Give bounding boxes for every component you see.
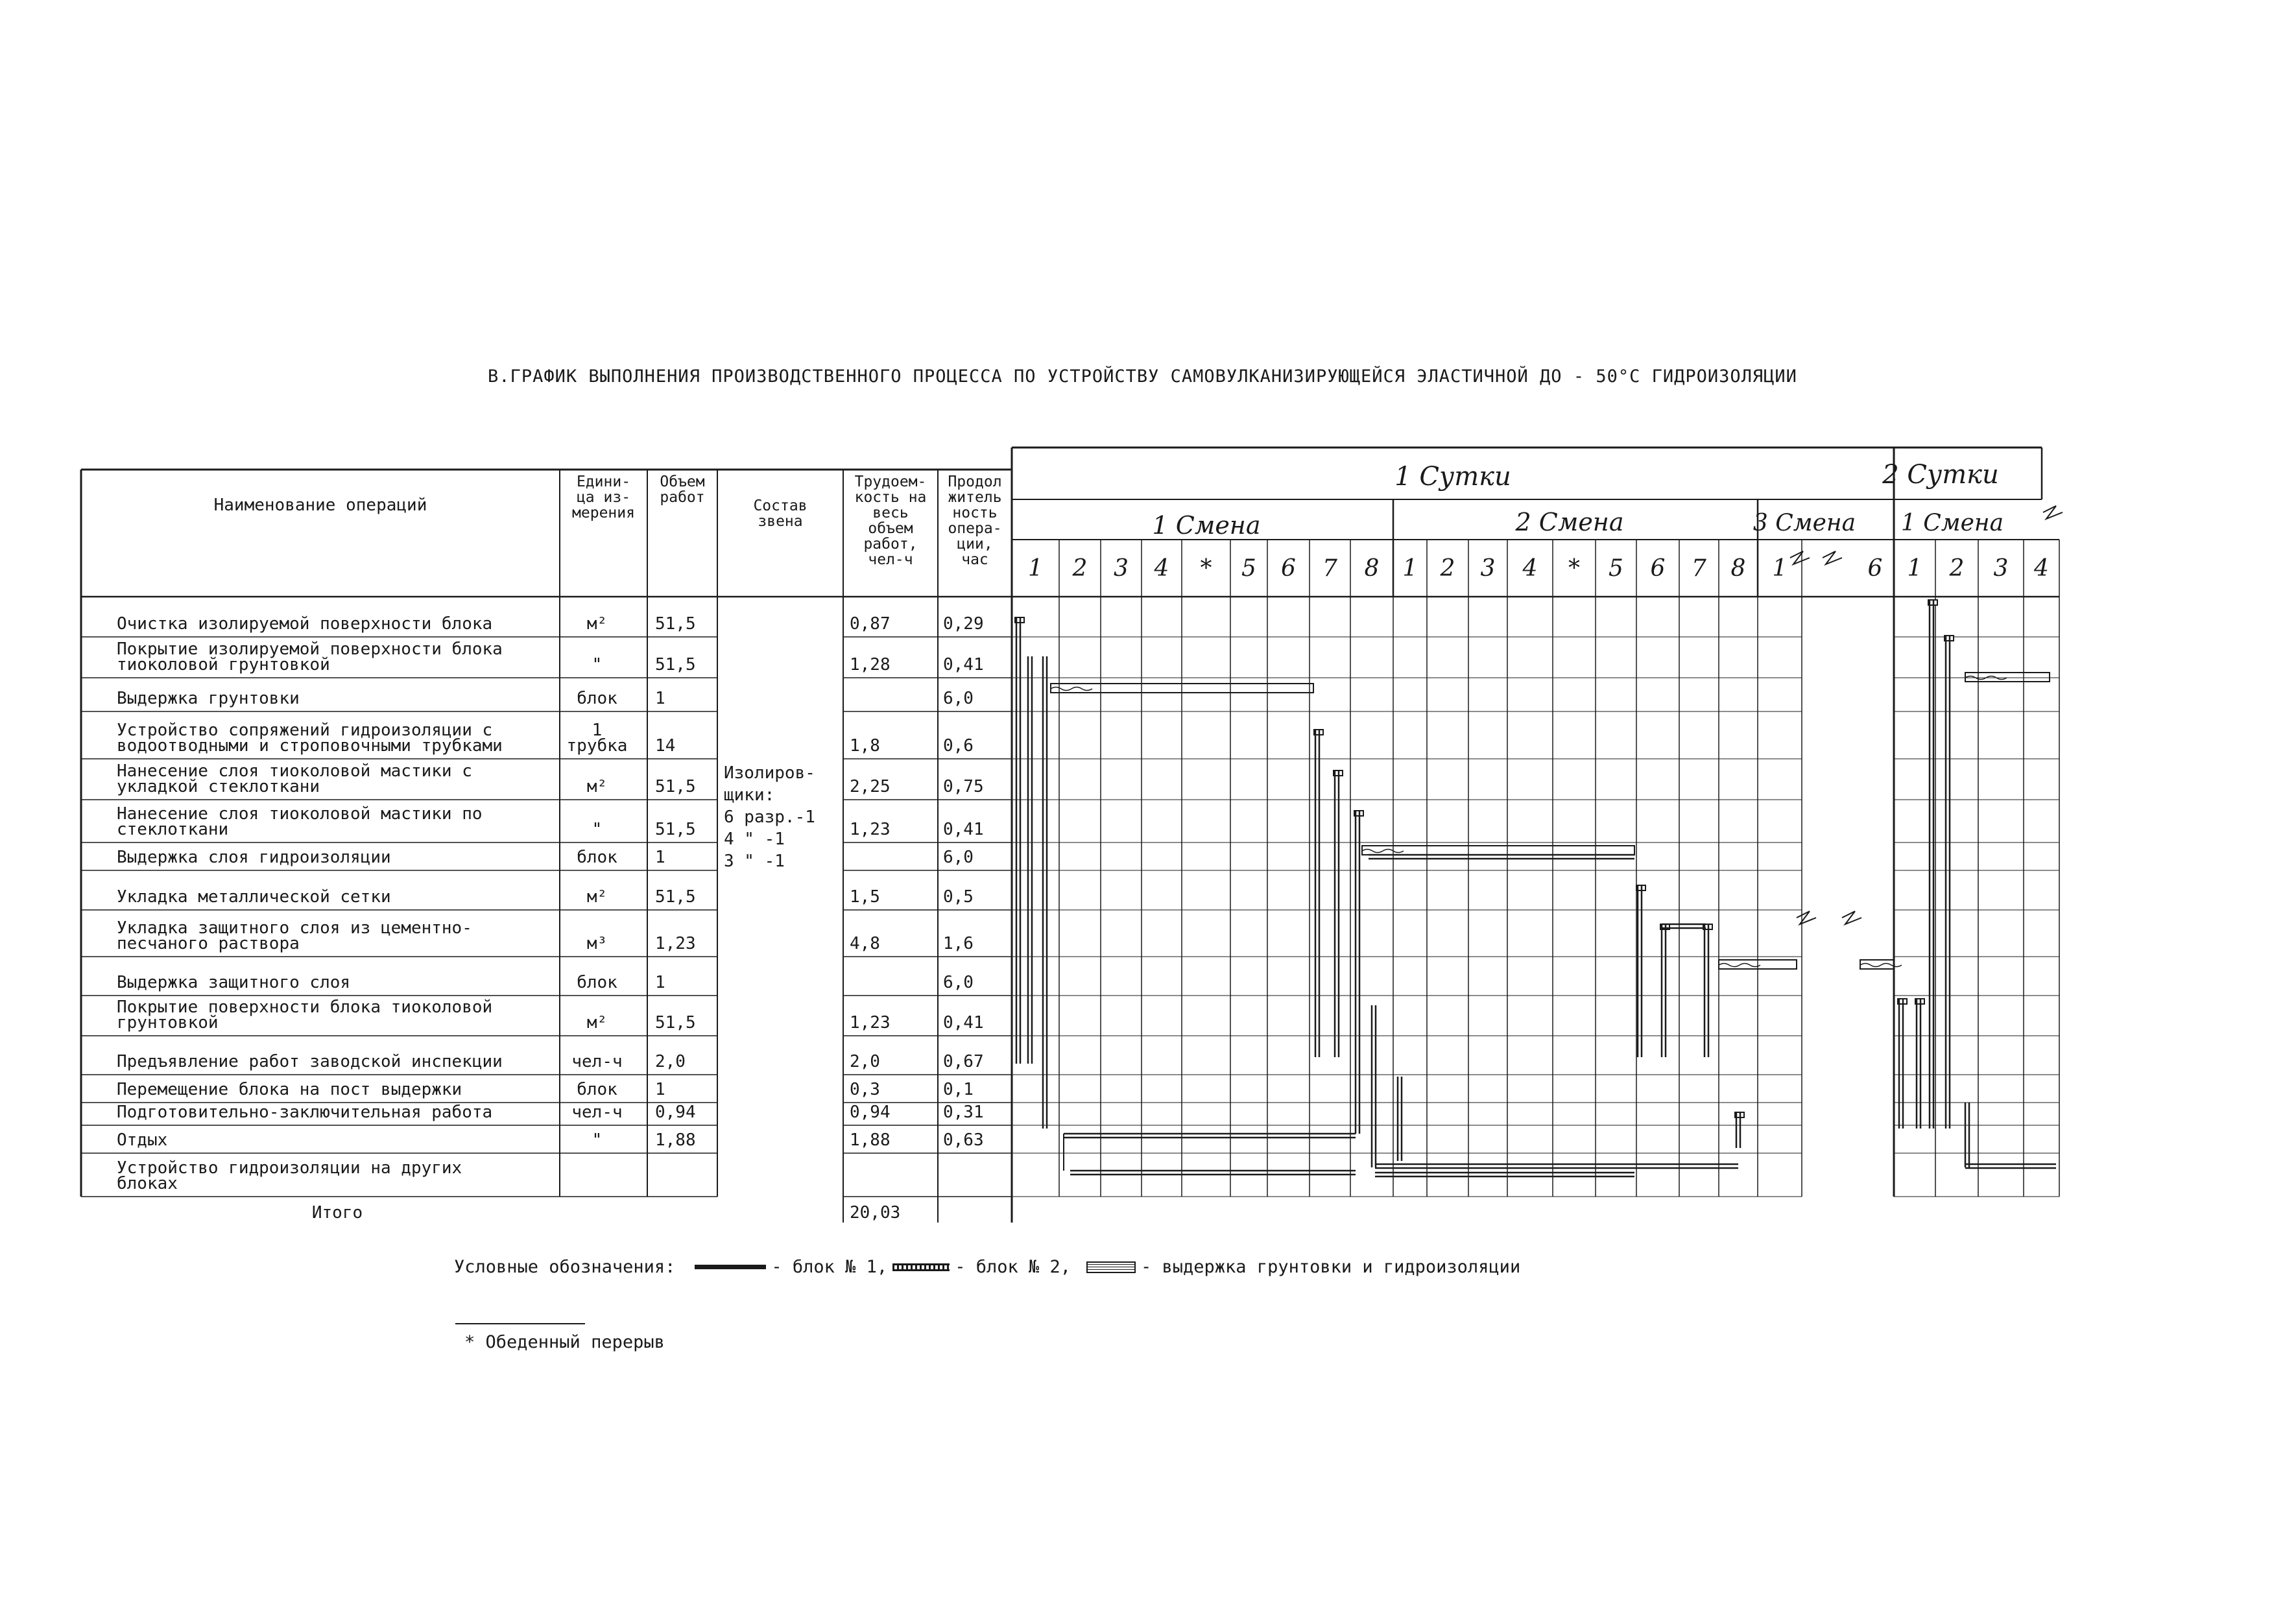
row-unit: блок	[577, 1080, 617, 1099]
row-operation-name: водоотводными и строповочными трубками	[117, 736, 503, 756]
row-duration: 0,67	[943, 1052, 984, 1071]
header-cell-text: чел-ч	[868, 551, 913, 568]
header-cell-text: кость на	[854, 489, 927, 506]
row-labor: 1,23	[850, 1013, 891, 1033]
total-label: Итого	[311, 1203, 363, 1223]
row-labor: 2,0	[850, 1052, 880, 1071]
shift-label: 3 Смена	[1753, 510, 1856, 536]
hour-label: 4	[2034, 555, 2049, 582]
hour-label: *	[1200, 555, 1212, 582]
break-mark	[2043, 506, 2063, 519]
footnote-rule	[455, 1323, 585, 1324]
cure-wave	[1051, 687, 1092, 691]
row-duration: 0,31	[943, 1103, 984, 1122]
hour-label: 8	[1364, 555, 1380, 582]
document-title: В.ГРАФИК ВЫПОЛНЕНИЯ ПРОИЗВОДСТВЕННОГО ПРОЦЕССА ПО УСТРОЙСТВУ САМОВУЛКАНИЗИРУЮЩЕЙСЯ ЭЛАСТИЧНОЙ ДО - 50°С ГИДРОИЗОЛЯЦИИ	[488, 366, 1797, 387]
row-volume: 51,5	[655, 1013, 696, 1033]
row-labor: 1,5	[850, 887, 880, 907]
row-duration: 0,75	[943, 777, 984, 796]
crew-text: 4 " -1	[724, 830, 785, 849]
footnote: * Обеденный перерыв	[464, 1332, 665, 1352]
header-cell-text: звена	[758, 513, 803, 530]
row-operation-name: Перемещение блока на пост выдержки	[117, 1080, 462, 1099]
row-operation-name: Устройство сопряжений гидроизоляции с	[117, 721, 493, 740]
legend-block1-label: - блок № 1,	[771, 1257, 888, 1277]
row-volume: 1	[655, 848, 665, 867]
header-cell-text: работ	[660, 489, 705, 506]
hour-label: 2	[1949, 555, 1965, 582]
row-labor: 1,88	[850, 1130, 891, 1150]
row-duration: 0,1	[943, 1080, 974, 1099]
row-unit: м³	[586, 934, 608, 953]
row-operation-name: Подготовительно-заключительная работа	[117, 1103, 493, 1122]
day-label: 1 Сутки	[1394, 462, 1511, 492]
row-duration: 0,41	[943, 820, 984, 839]
row-operation-name: Выдержка слоя гидроизоляции	[117, 848, 391, 867]
crew-text: 3 " -1	[724, 852, 785, 871]
row-unit: "	[592, 1130, 603, 1150]
legend-cure-label: - выдержка грунтовки и гидроизоляции	[1141, 1257, 1521, 1277]
header-cell-text: час	[961, 551, 988, 568]
row-operation-name: песчаного раствора	[117, 934, 300, 953]
hour-label: 1	[1907, 555, 1922, 582]
break-mark	[1797, 911, 1816, 924]
hour-label: 7	[1692, 555, 1706, 582]
hour-label: 3	[1993, 555, 2009, 582]
hour-label: 6	[1867, 555, 1883, 582]
row-volume: 14	[655, 736, 676, 756]
row-unit: "	[592, 820, 603, 839]
row-labor: 2,25	[850, 777, 891, 796]
row-volume: 51,5	[655, 887, 696, 907]
row-operation-name: Покрытие поверхности блока тиоколовой	[117, 997, 493, 1017]
crew-text: Изолиров-	[724, 763, 815, 783]
crew-text: щики:	[724, 785, 775, 805]
row-labor: 0,94	[850, 1103, 891, 1122]
hour-label: 6	[1281, 555, 1296, 582]
row-unit: чел-ч	[571, 1052, 623, 1071]
row-volume: 2,0	[655, 1052, 686, 1071]
row-unit: м²	[586, 1013, 608, 1033]
row-volume: 1,23	[655, 934, 696, 953]
row-volume: 1	[655, 689, 665, 708]
hour-label: 1	[1402, 555, 1418, 582]
row-volume: 51,5	[655, 777, 696, 796]
row-volume: 1	[655, 973, 665, 992]
legend-block1-swatch	[695, 1265, 766, 1269]
row-duration: 0,6	[943, 736, 974, 756]
row-duration: 0,63	[943, 1130, 984, 1150]
header-cell-text: объем	[868, 520, 913, 537]
break-mark	[1823, 551, 1842, 564]
hour-label: 2	[1072, 555, 1088, 582]
cure-band	[1362, 846, 1634, 855]
header-cell-text: Продол	[948, 473, 1002, 490]
header-cell-text: Едини-	[576, 473, 631, 490]
row-operation-name: Очистка изолируемой поверхности блока	[117, 614, 493, 634]
row-unit: м²	[586, 887, 608, 907]
legend-block2-label: - блок № 2,	[955, 1257, 1071, 1277]
cure-wave	[1362, 850, 1404, 853]
hour-label: 4	[1522, 555, 1538, 582]
row-operation-name: грунтовкой	[117, 1013, 219, 1033]
row-labor: 0,3	[850, 1080, 880, 1099]
row-unit: м²	[586, 777, 608, 796]
row-labor: 0,87	[850, 614, 891, 634]
row-volume: 0,94	[655, 1103, 696, 1122]
hour-label: 1	[1772, 555, 1788, 582]
row-unit: трубка	[566, 736, 628, 756]
header-cell-text: работ,	[863, 536, 918, 553]
row-operation-name: стеклоткани	[117, 820, 229, 839]
hour-label: 3	[1480, 555, 1496, 582]
row-operation-name: укладкой стеклоткани	[117, 777, 320, 796]
row-duration: 6,0	[943, 973, 974, 992]
row-operation-name: Укладка защитного слоя из цементно-	[117, 918, 472, 938]
row-operation-name: Выдержка грунтовки	[117, 689, 300, 708]
total-labor: 20,03	[850, 1203, 901, 1223]
row-operation-name: Отдых	[117, 1130, 168, 1150]
header-cell-text: опера-	[948, 520, 1002, 537]
row-labor: 4,8	[850, 934, 880, 953]
row-unit: 1	[592, 721, 603, 740]
header-cell-text: ность	[952, 505, 998, 521]
hour-label: 6	[1650, 555, 1666, 582]
hour-label: 5	[1609, 555, 1623, 582]
day-label: 2 Сутки	[1882, 460, 1999, 490]
row-operation-name: тиоколовой грунтовкой	[117, 655, 330, 675]
row-duration: 0,41	[943, 1013, 984, 1033]
header-cell-text: Трудоем-	[854, 473, 927, 490]
cure-wave	[1860, 964, 1902, 967]
row-duration: 6,0	[943, 689, 974, 708]
header-operation-name: Наименование операций	[213, 496, 427, 515]
header-cell-text: ции,	[957, 536, 993, 553]
row-operation-name: Укладка металлической сетки	[117, 887, 391, 907]
header-cell-text: Состав	[753, 497, 808, 514]
row-operation-name: Покрытие изолируемой поверхности блока	[117, 639, 503, 659]
crew-text: 6 разр.-1	[724, 807, 815, 827]
header-cell-text: Объем	[660, 473, 705, 490]
row-operation-name: Устройство гидроизоляции на других	[117, 1158, 462, 1178]
row-volume: 1,88	[655, 1130, 696, 1150]
row-labor: 1,8	[850, 736, 880, 756]
hour-label: 2	[1440, 555, 1455, 582]
row-operation-name: блоках	[117, 1174, 178, 1193]
row-volume: 1	[655, 1080, 665, 1099]
row-unit: блок	[577, 689, 617, 708]
header-cell-text: весь	[872, 505, 909, 521]
row-operation-name: Нанесение слоя тиоколовой мастики с	[117, 761, 472, 781]
cure-wave	[1719, 964, 1760, 967]
legend-cure-swatch	[1086, 1261, 1136, 1273]
row-operation-name: Выдержка защитного слоя	[117, 973, 351, 992]
row-operation-name: Предъявление работ заводской инспекции	[117, 1052, 503, 1071]
hour-label: 4	[1154, 555, 1169, 582]
hour-label: 7	[1322, 555, 1337, 582]
hour-label: *	[1568, 555, 1580, 582]
shift-label: 2 Смена	[1515, 508, 1624, 536]
header-cell-text: ца из-	[576, 489, 631, 506]
row-unit: блок	[577, 973, 617, 992]
row-labor: 1,23	[850, 820, 891, 839]
break-mark	[1842, 911, 1861, 924]
shift-label: 1 Смена	[1152, 511, 1261, 540]
header-cell-text: мерения	[572, 505, 635, 521]
row-volume: 51,5	[655, 655, 696, 675]
hour-label: 1	[1028, 555, 1043, 582]
hour-label: 5	[1241, 555, 1256, 582]
row-duration: 0,29	[943, 614, 984, 634]
row-duration: 0,41	[943, 655, 984, 675]
row-duration: 6,0	[943, 848, 974, 867]
break-mark	[1790, 551, 1810, 564]
row-duration: 1,6	[943, 934, 974, 953]
row-unit: блок	[577, 848, 617, 867]
legend	[454, 1257, 1520, 1277]
row-volume: 51,5	[655, 820, 696, 839]
row-volume: 51,5	[655, 614, 696, 634]
cure-band	[1860, 960, 1894, 969]
legend-prefix: Условные обозначения:	[454, 1257, 676, 1277]
row-unit: чел-ч	[571, 1103, 623, 1122]
hour-label: 8	[1730, 555, 1746, 582]
row-operation-name: Нанесение слоя тиоколовой мастики по	[117, 804, 483, 824]
shift-label: 1 Смена	[1900, 510, 2004, 536]
hour-label: 3	[1114, 555, 1129, 582]
row-duration: 0,5	[943, 887, 974, 907]
row-labor: 1,28	[850, 655, 891, 675]
header-cell-text: житель	[948, 489, 1002, 506]
legend-block2-swatch	[892, 1263, 950, 1271]
row-unit: "	[592, 655, 603, 675]
row-unit: м²	[586, 614, 608, 634]
